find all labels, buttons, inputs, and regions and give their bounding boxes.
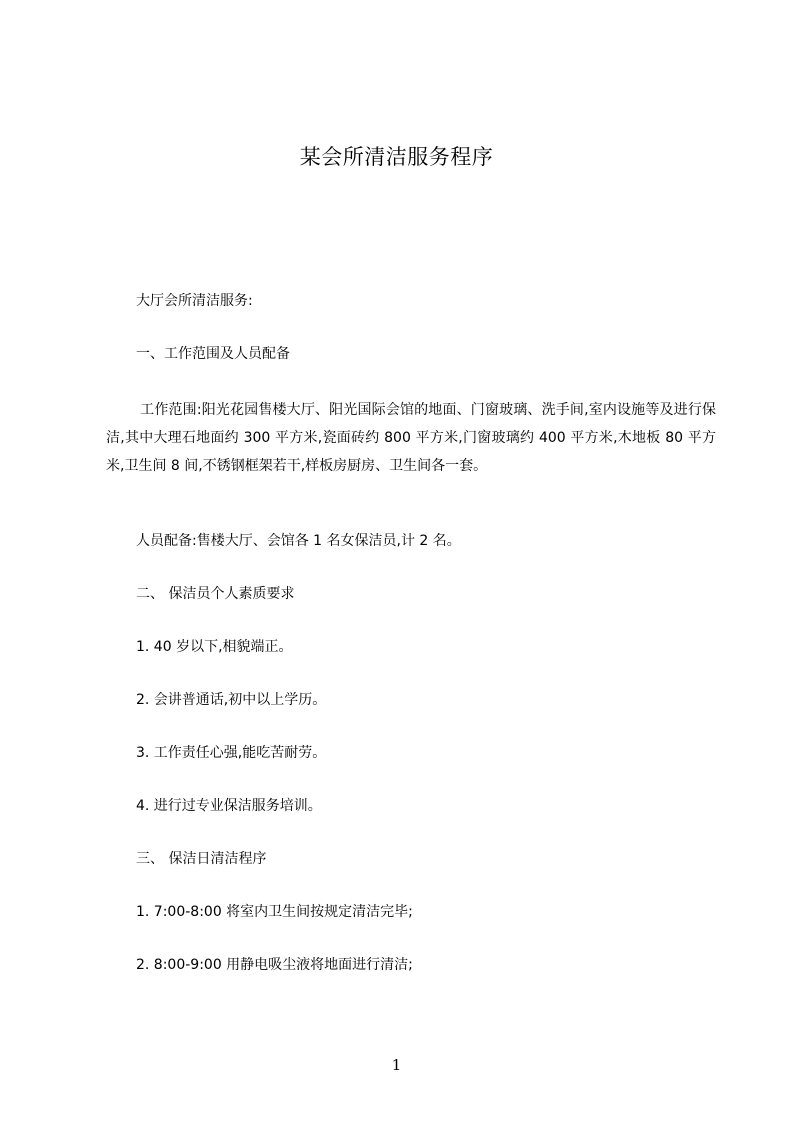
scope-paragraph — [106, 396, 716, 480]
requirement-item: 2. 会讲普通话,初中以上学历。 — [136, 692, 327, 708]
schedule-item: 1. 7:00-8:00 将室内卫生间按规定清洁完毕; — [136, 904, 413, 920]
requirement-item: 4. 进行过专业保洁服务培训。 — [136, 798, 322, 814]
section-heading-daily-procedure: 三、 保洁日清洁程序 — [136, 851, 267, 867]
staffing-line: 人员配备:售楼大厅、会馆各 1 名女保洁员,计 2 名。 — [136, 533, 461, 549]
section-heading-requirements: 二、 保洁员个人素质要求 — [136, 586, 295, 602]
intro-line: 大厅会所清洁服务: — [136, 293, 253, 309]
requirement-item: 3. 工作责任心强,能吃苦耐劳。 — [136, 745, 327, 761]
document-title: 某会所清洁服务程序 — [299, 145, 494, 169]
scope-paragraph-text: 工作范围:阳光花园售楼大厅、阳光国际会馆的地面、门窗玻璃、洗手间,室内设施等及进行保洁,其中大理石地面约 300 平方米,瓷面砖约 800 平方米,门窗玻璃约 400 平方米,木地板 80 平方米,卫生间 8 间,不锈钢框架若干,样板房厨房、卫生间各一套。 — [106, 402, 716, 474]
section-heading-scope-staffing: 一、工作范围及人员配备 — [136, 346, 290, 362]
requirement-item: 1. 40 岁以下,相貌端正。 — [136, 639, 293, 655]
page-number: 1 — [391, 1056, 402, 1074]
schedule-item: 2. 8:00-9:00 用静电吸尘液将地面进行清洁; — [136, 957, 413, 973]
